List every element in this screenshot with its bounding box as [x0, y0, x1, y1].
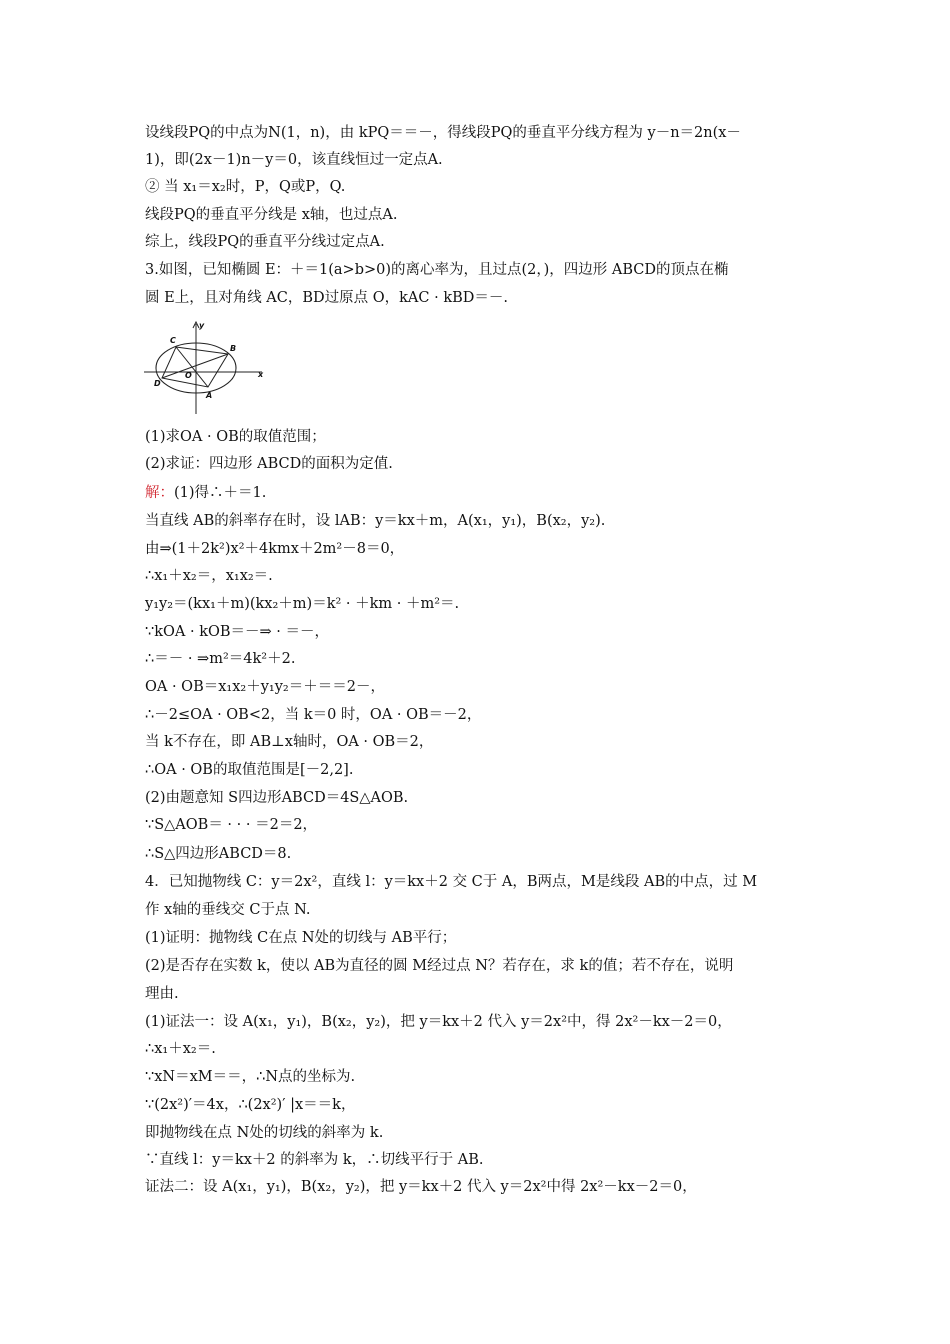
- text-line: [145, 985, 815, 1003]
- text-line: [145, 206, 815, 224]
- line-text: 线段PQ的垂直平分线是 x轴，也过点A.: [145, 207, 398, 223]
- line-text: ∴S△四边形ABCD＝8.: [145, 846, 292, 862]
- line-text: ∵直线 l：y＝kx＋2 的斜率为 k，∴切线平行于 AB.: [145, 1152, 484, 1168]
- text-line: [145, 623, 815, 641]
- text-line: [145, 1178, 815, 1196]
- solution-label: 解：: [145, 485, 174, 501]
- line-text: 当 k不存在，即 AB⊥x轴时，OA · OB＝2，: [145, 734, 434, 750]
- text-line: [145, 1096, 815, 1114]
- line-text: 由⇒(1＋2k²)x²＋4kmx＋2m²－8＝0，: [145, 541, 405, 557]
- line-text: OA · OB＝x₁x₂＋y₁y₂＝＋＝＝2－，: [145, 679, 385, 695]
- line-text: ∴－2≤OA · OB<2，当 k＝0 时，OA · OB＝－2，: [145, 707, 482, 723]
- line-text: (1)得∴＋＝1.: [174, 485, 267, 501]
- text-line: [145, 484, 815, 502]
- line-text: ∵S△AOB＝ · · · ＝2＝2，: [145, 817, 318, 833]
- text-line: [145, 540, 815, 558]
- label-x: x: [258, 370, 264, 379]
- text-line: [145, 455, 815, 473]
- line-text: 圆 E上，且对角线 AC，BD过原点 O，kAC · kBD＝－.: [145, 290, 509, 306]
- line-text: ∴x₁＋x₂＝.: [145, 1041, 216, 1057]
- text-line: [145, 845, 815, 863]
- line-text: 即抛物线在点 N处的切线的斜率为 k.: [145, 1125, 384, 1141]
- text-line: [145, 929, 815, 947]
- line-text: ∴＝－ · ⇒m²＝4k²＋2.: [145, 651, 296, 667]
- label-C: C: [170, 336, 176, 345]
- text-line: [145, 289, 815, 307]
- line-text: 综上，线段PQ的垂直平分线过定点A.: [145, 234, 385, 250]
- text-line: [145, 733, 815, 751]
- line-text: ∵kOA · kOB＝－⇒ · ＝－，: [145, 624, 330, 640]
- text-line: [145, 789, 815, 807]
- line-text: 作 x轴的垂线交 C于点 N.: [145, 902, 311, 918]
- line-text: 当直线 AB的斜率存在时，设 lAB：y＝kx＋m，A(x₁，y₁)，B(x₂，y₂).: [145, 513, 606, 529]
- text-line: [145, 512, 815, 530]
- text-line: [145, 650, 815, 668]
- line-text: 4．已知抛物线 C：y＝2x²，直线 l：y＝kx＋2 交 C于 A，B两点，M是线段 AB的中点，过 M: [145, 874, 758, 890]
- line-text: 理由.: [145, 986, 179, 1002]
- line-text: 设线段PQ的中点为N(1，n)，由 kPQ＝＝－，得线段PQ的垂直平分线方程为 y－n＝2n(x－: [145, 125, 741, 141]
- text-line: [145, 233, 815, 251]
- label-O: O: [185, 371, 192, 380]
- text-line: [145, 706, 815, 724]
- text-line: [145, 761, 815, 779]
- label-B: B: [230, 344, 237, 353]
- line-text: y₁y₂＝(kx₁＋m)(kx₂＋m)＝k² · ＋km · ＋m²＝.: [145, 596, 460, 612]
- text-line: [145, 124, 815, 142]
- line-text: ∵(2x²)′＝4x，∴(2x²)′ |x＝＝k，: [145, 1097, 356, 1113]
- text-line: [145, 901, 815, 919]
- text-line: [145, 151, 815, 169]
- ellipse-quadrilateral-figure: [140, 318, 268, 418]
- text-line: [145, 1013, 815, 1031]
- text-line: [145, 428, 815, 446]
- line-text: ∵xN＝xM＝＝，∴N点的坐标为.: [145, 1069, 356, 1085]
- line-text: ② 当 x₁＝x₂时，P，Q或P，Q.: [145, 179, 346, 195]
- text-line: [145, 678, 815, 696]
- text-line: [145, 957, 815, 975]
- line-text: ∴OA · OB的取值范围是[－2,2].: [145, 762, 354, 778]
- text-line: [145, 1151, 815, 1169]
- label-A: A: [206, 391, 213, 400]
- line-text: (2)由题意知 S四边形ABCD＝4S△AOB.: [145, 790, 409, 806]
- label-D: D: [154, 379, 161, 388]
- text-line: [145, 816, 815, 834]
- text-line: [145, 1068, 815, 1086]
- line-text: (1)证明：抛物线 C在点 N处的切线与 AB平行；: [145, 930, 457, 946]
- text-line: [145, 595, 815, 613]
- line-text: 证法二：设 A(x₁，y₁)，B(x₂，y₂)，把 y＝kx＋2 代入 y＝2x²中得 2x²－kx－2＝0，: [145, 1179, 697, 1195]
- line-text: ∴x₁＋x₂＝，x₁x₂＝.: [145, 568, 273, 584]
- text-line: [145, 178, 815, 196]
- line-text: (2)是否存在实数 k，使以 AB为直径的圆 M经过点 N？若存在，求 k的值；若不存在，说明: [145, 958, 734, 974]
- text-line: [145, 873, 815, 891]
- text-line: [145, 1040, 815, 1058]
- line-text: 1)，即(2x－1)n－y＝0，该直线恒过一定点A.: [145, 152, 443, 168]
- line-text: (1)求OA · OB的取值范围；: [145, 429, 326, 445]
- line-text: (1)证法一：设 A(x₁，y₁)，B(x₂，y₂)，把 y＝kx＋2 代入 y＝2x²中，得 2x²－kx－2＝0，: [145, 1014, 732, 1030]
- text-line: [145, 567, 815, 585]
- line-text: (2)求证：四边形 ABCD的面积为定值.: [145, 456, 393, 472]
- text-line: [145, 261, 815, 279]
- label-y: y: [199, 321, 205, 330]
- line-text: 3.如图，已知椭圆 E：＋＝1(a>b>0)的离心率为，且过点(2，)，四边形 ABCD的顶点在椭: [145, 262, 729, 278]
- text-line: [145, 1124, 815, 1142]
